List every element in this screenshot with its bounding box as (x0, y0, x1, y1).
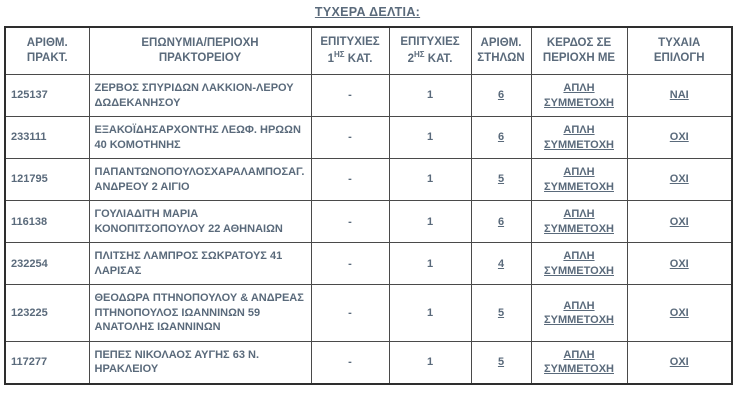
agency-name-cell: ΘΕΟΔΩΡΑ ΠΤΗΝΟΠΟΥΛΟΥ & ΑΝΔΡΕΑΣ ΠΤΗΝΟΠΟΥΛΟΣ ΙΩΑΝΝΙΝΩΝ 59 ΑΝΑΤΟΛΗΣ ΙΩΑΝΝΙΝΩΝ (89, 285, 311, 342)
agency-name-cell: ΠΛΙΤΣΗΣ ΛΑΜΠΡΟΣ ΣΩΚΡΑΤΟΥΣ 41 ΛΑΡΙΣΑΣ (89, 243, 311, 285)
num-columns-cell (471, 341, 531, 384)
column-header-random-pick: ΤΥΧΑΙΑ ΕΠΙΛΟΓΗ (627, 27, 732, 75)
table-row (5, 341, 732, 384)
prize-line1: ΑΠΛΗ (563, 348, 595, 361)
prize-cell (531, 285, 627, 342)
prize-line2: ΣΥΜΜΕΤΟΧΗ (544, 138, 614, 151)
agency-number-cell: 121795 (5, 159, 89, 201)
random-pick-cell (627, 243, 732, 285)
agency-name-cell: ΠΑΠΑΝΤΩΝΟΠΟΥΛΟΣΧΑΡΑΛΑΜΠΟΣΑΓ. ΑΝΔΡΕΟΥ 2 ΑΙΓΙΟ (89, 159, 311, 201)
table-row (5, 201, 732, 243)
prize-line1: ΑΠΛΗ (563, 124, 595, 137)
header-row (5, 27, 732, 75)
wins-cat1-cell: - (311, 341, 389, 384)
agency-name-cell: ΕΞΑΚΟΪΔΗΣΑΡΧΟΝΤΗΣ ΛΕΩΦ. ΗΡΩΩΝ 40 ΚΟΜΟΤΗΝΗΣ (89, 117, 311, 159)
wins-cat1-cell: - (311, 117, 389, 159)
wins-cat2-cell: 1 (389, 341, 471, 384)
prize-cell (531, 201, 627, 243)
table-row (5, 117, 732, 159)
column-header-agency-name-region: ΕΠΩΝΥΜΙΑ/ΠΕΡΙΟΧΗ ΠΡΑΚΤΟΡΕΙΟΥ (89, 27, 311, 75)
agency-number-cell: 123225 (5, 285, 89, 342)
prize-cell (531, 341, 627, 384)
wins-cat2-cell: 1 (389, 117, 471, 159)
num-columns-value: 5 (497, 356, 505, 369)
wins-cat1-cell: - (311, 75, 389, 117)
wins-cat2-cell: 1 (389, 285, 471, 342)
num-columns-cell (471, 159, 531, 201)
wins-cat1-cell: - (311, 285, 389, 342)
random-pick-value: ΟΧΙ (669, 257, 689, 270)
random-pick-value: ΟΧΙ (669, 173, 689, 186)
agency-name-cell: ΓΟΥΛΙΑΔΙΤΗ ΜΑΡΙΑ ΚΟΝΟΠΙΤΣΟΠΟΥΛΟΥ 22 ΑΘΗΝΑΙΩΝ (89, 201, 311, 243)
num-columns-value: 6 (497, 131, 505, 144)
num-columns-cell (471, 201, 531, 243)
num-columns-cell (471, 285, 531, 342)
agency-number-cell: 116138 (5, 201, 89, 243)
num-columns-value: 5 (497, 306, 505, 319)
prize-line2: ΣΥΜΜΕΤΟΧΗ (544, 264, 614, 277)
agency-number-cell: 125137 (5, 75, 89, 117)
random-pick-value: ΝΑΙ (669, 89, 689, 102)
random-pick-value: ΟΧΙ (669, 306, 689, 319)
prize-cell (531, 75, 627, 117)
prize-cell (531, 243, 627, 285)
agency-number-cell: 117277 (5, 341, 89, 384)
wins-cat1-cell: - (311, 243, 389, 285)
prize-line1: ΑΠΛΗ (563, 250, 595, 263)
random-pick-cell (627, 285, 732, 342)
prize-line2: ΣΥΜΜΕΤΟΧΗ (544, 180, 614, 193)
page-title: ΤΥΧΕΡΑ ΔΕΛΤΙΑ: (314, 5, 421, 19)
prize-line1: ΑΠΛΗ (563, 299, 595, 312)
wins-cat2-cell: 1 (389, 243, 471, 285)
num-columns-cell (471, 117, 531, 159)
table-row (5, 159, 732, 201)
random-pick-value: ΟΧΙ (669, 131, 689, 144)
wins-cat1-cell: - (311, 159, 389, 201)
prize-line2: ΣΥΜΜΕΤΟΧΗ (544, 363, 614, 376)
wins-cat2-cell: 1 (389, 201, 471, 243)
column-header-prize-region: ΚΕΡΔΟΣ ΣΕ ΠΕΡΙΟΧΗ ΜΕ (531, 27, 627, 75)
prize-line2: ΣΥΜΜΕΤΟΧΗ (544, 222, 614, 235)
prize-cell (531, 117, 627, 159)
table-row (5, 285, 732, 342)
wins-cat2-cell: 1 (389, 159, 471, 201)
agency-name-cell: ΖΕΡΒΟΣ ΣΠΥΡΙΔΩΝ ΛΑΚΚΙΟΝ-ΛΕΡΟΥ ΔΩΔΕΚΑΝΗΣΟΥ (89, 75, 311, 117)
random-pick-cell (627, 117, 732, 159)
prize-line2: ΣΥΜΜΕΤΟΧΗ (544, 314, 614, 327)
random-pick-cell (627, 201, 732, 243)
random-pick-cell (627, 159, 732, 201)
prize-line1: ΑΠΛΗ (563, 82, 595, 95)
num-columns-value: 4 (497, 257, 505, 270)
column-header-wins-cat2: ΕΠΙΤΥΧΙΕΣ $2^{H\Sigma}$ ΚΑΤ. (389, 27, 471, 75)
agency-number-cell: 232254 (5, 243, 89, 285)
random-pick-cell (627, 341, 732, 384)
prize-line2: ΣΥΜΜΕΤΟΧΗ (544, 96, 614, 109)
lucky-tickets-table (4, 26, 733, 385)
prize-cell (531, 159, 627, 201)
agency-name-cell: ΠΕΠΕΣ ΝΙΚΟΛΑΟΣ ΑΥΓΗΣ 63 Ν. ΗΡΑΚΛΕΙΟΥ (89, 341, 311, 384)
random-pick-cell (627, 75, 732, 117)
prize-line1: ΑΠΛΗ (563, 208, 595, 221)
table-body (5, 75, 732, 384)
random-pick-value: ΟΧΙ (669, 215, 689, 228)
num-columns-cell (471, 243, 531, 285)
num-columns-cell (471, 75, 531, 117)
column-header-num-columns: ΑΡΙΘΜ. ΣΤΗΛΩΝ (471, 27, 531, 75)
num-columns-value: 6 (497, 215, 505, 228)
num-columns-value: 5 (497, 173, 505, 186)
table-row (5, 75, 732, 117)
prize-line1: ΑΠΛΗ (563, 166, 595, 179)
wins-cat2-cell: 1 (389, 75, 471, 117)
column-header-wins-cat1: ΕΠΙΤΥΧΙΕΣ $1^{H\Sigma}$ ΚΑΤ. (311, 27, 389, 75)
agency-number-cell: 233111 (5, 117, 89, 159)
table-row (5, 243, 732, 285)
num-columns-value: 6 (497, 89, 505, 102)
wins-cat1-cell: - (311, 201, 389, 243)
column-header-agency-number: ΑΡΙΘΜ. ΠΡΑΚΤ. (5, 27, 89, 75)
random-pick-value: ΟΧΙ (669, 356, 689, 369)
